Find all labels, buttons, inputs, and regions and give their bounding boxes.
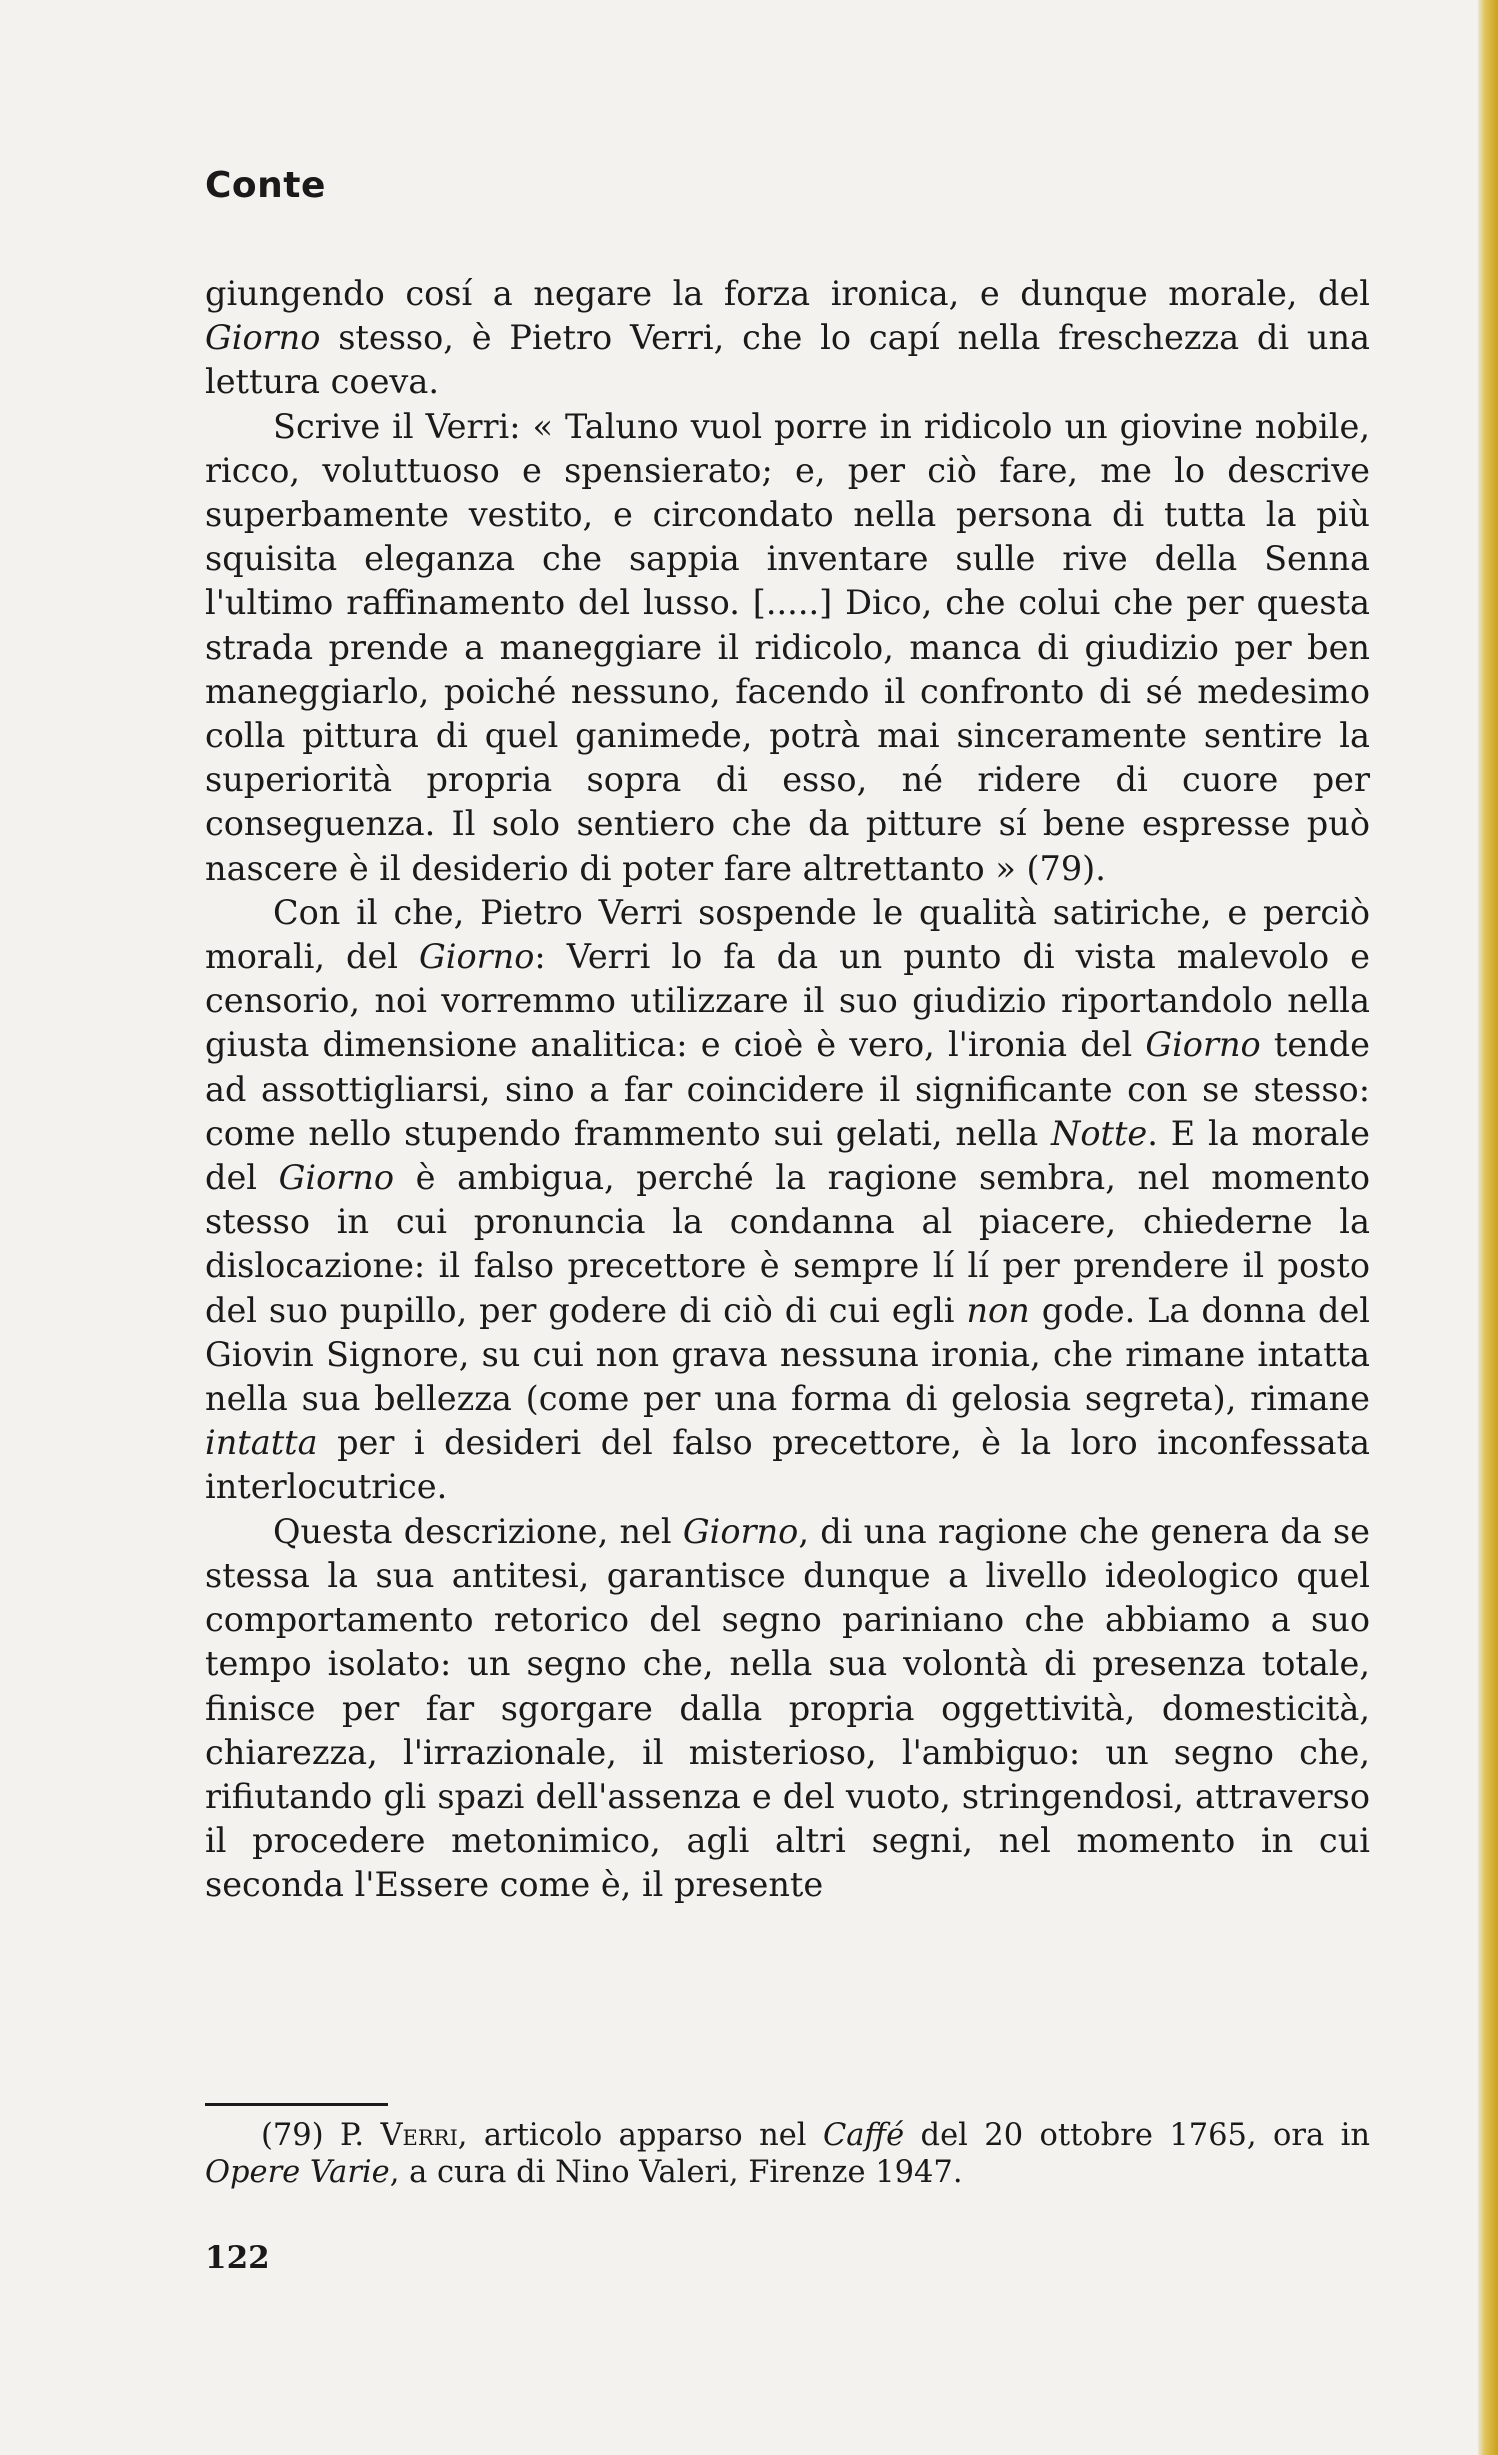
footnote-journal: Caffé — [822, 2118, 905, 2153]
page-number: 122 — [205, 2240, 270, 2276]
footnote-number: (79) — [261, 2118, 324, 2153]
main-text — [205, 272, 1370, 1908]
footnote-work: Opere Varie — [205, 2155, 390, 2190]
running-header: Conte — [205, 165, 326, 206]
footnote: (79) P. Verri, articolo apparso nel Caffé del 20 ottobre 1765, ora in Opere Varie, a cura di Nino Valeri, Firenze 1947. — [205, 2118, 1370, 2190]
paragraph: Con il che, Pietro Verri sospende le qualità satiriche, e perciò morali, del Giorno: Verri lo fa da un punto di vista malevolo e censorio, noi vorremmo utilizzare il suo giudizio riportandolo nella giusta dimensione analitica: e cioè è vero, l'ironia del Giorno tende ad assottigliarsi, sino a far coincidere il significante con se stesso: come nello stupendo frammento sui gelati, nella Notte. E la morale del Giorno è ambigua, perché la ragione sembra, nel momento stesso in cui pronuncia la condanna al piacere, chiederne la dislocazione: il falso precettore è sempre lí lí per prendere il posto del suo pupillo, per godere di ciò di cui egli non gode. La donna del Giovin Signore, su cui non grava nessuna ironia, che rimane intatta nella sua bellezza (come per una forma di gelosia segreta), rimane intatta per i desideri del falso precettore, è la loro inconfessata interlocutrice. — [205, 892, 1371, 1507]
paragraph: giungendo cosí a negare la forza ironica, e dunque morale, del Giorno stesso, è Pietro Verri, che lo capí nella freschezza di una lettura coeva. — [205, 274, 1370, 402]
footnote-divider — [205, 2103, 388, 2106]
page-edge — [1478, 0, 1498, 2455]
paragraph: Questa descrizione, nel Giorno, di una ragione che genera da se stessa la sua antitesi, garantisce dunque a livello ideologico quel comportamento retorico del segno pariniano che abbiamo a suo tempo isolato: un segno che, nella sua volontà di presenza totale, finisce per far sgorgare dalla propria oggettività, domesticità, chiarezza, l'irrazionale, il misterioso, l'ambiguo: un segno che, rifiutando gli spazi dell'assenza e del vuoto, stringendosi, attraverso il procedere metonimico, agli altri segni, nel momento in cui seconda l'Essere come è, il presente — [205, 1511, 1370, 1905]
paragraph: Scrive il Verri: « Taluno vuol porre in ridicolo un giovine nobile, ricco, voluttuoso e spensierato; e, per ciò fare, me lo descrive superbamente vestito, e circondato nella persona di tutta la più squisita eleganza che sappia inventare sulle rive della Senna l'ultimo raffinamento del lusso. [.....] Dico, che colui che per questa strada prende a maneggiare il ridicolo, manca di giudizio per ben maneggiarlo, poiché nessuno, facendo il confronto di sé medesimo colla pittura di quel ganimede, potrà mai sinceramente sentire la superiorità propria sopra di esso, né ridere di cuore per conseguenza. Il solo sentiero che da pitture sí bene espresse può nascere è il desiderio di poter fare altrettanto » (79). — [205, 406, 1370, 888]
footnote-author: Verri — [380, 2118, 458, 2153]
